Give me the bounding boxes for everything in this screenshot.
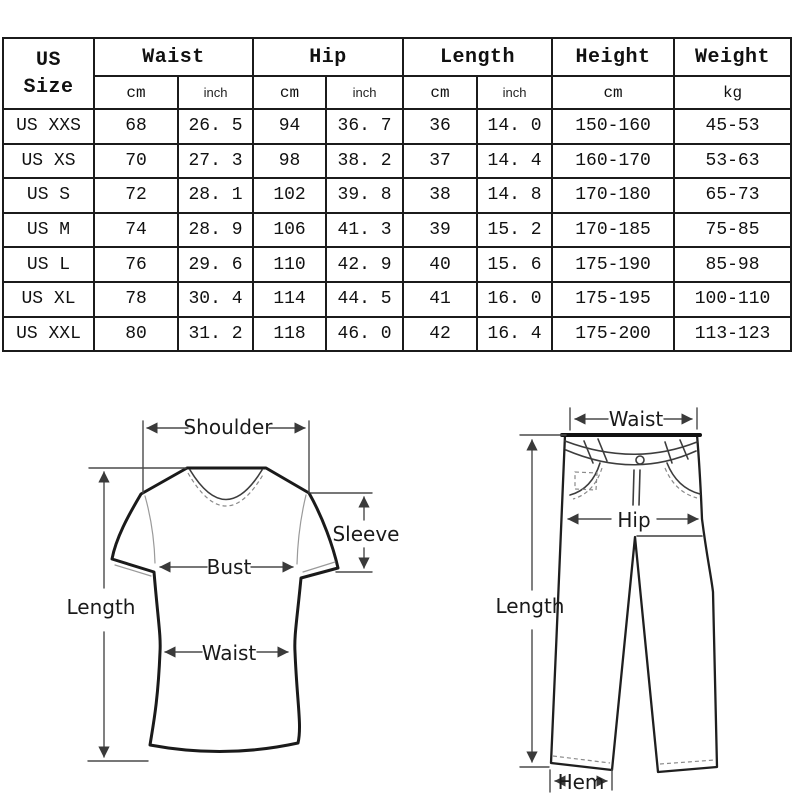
cell-weight: 85-98: [674, 247, 791, 282]
cell-length-inch: 14. 4: [477, 144, 552, 179]
cell-height: 175-190: [552, 247, 674, 282]
cell-hip-inch: 36. 7: [326, 109, 403, 144]
cell-waist-cm: 74: [94, 213, 178, 248]
tshirt-diagram: [67, 415, 400, 761]
cell-hip-inch: 44. 5: [326, 282, 403, 317]
pants-diagram: [496, 407, 717, 794]
header-us-size-line2: Size: [23, 75, 74, 99]
cell-waist-cm: 78: [94, 282, 178, 317]
tshirt-length-label: Length: [66, 595, 136, 619]
cell-hip-cm: 118: [253, 317, 326, 352]
cell-waist-inch: 28. 9: [178, 213, 253, 248]
cell-size: US M: [3, 213, 94, 248]
cell-hip-inch: 42. 9: [326, 247, 403, 282]
cell-height: 160-170: [552, 144, 674, 179]
cell-waist-inch: 28. 1: [178, 178, 253, 213]
tshirt-bust-label: Bust: [206, 555, 252, 579]
cell-weight: 45-53: [674, 109, 791, 144]
cell-length-cm: 40: [403, 247, 477, 282]
header-length: Length: [403, 38, 552, 76]
cell-waist-cm: 80: [94, 317, 178, 352]
header-hip: Hip: [253, 38, 403, 76]
cell-height: 170-185: [552, 213, 674, 248]
cell-weight: 113-123: [674, 317, 791, 352]
unit-waist-cm: cm: [94, 76, 178, 109]
cell-hip-inch: 38. 2: [326, 144, 403, 179]
cell-waist-inch: 31. 2: [178, 317, 253, 352]
cell-size: US L: [3, 247, 94, 282]
tshirt-shoulder-label: Shoulder: [183, 415, 273, 439]
cell-height: 175-195: [552, 282, 674, 317]
cell-waist-inch: 27. 3: [178, 144, 253, 179]
cell-length-cm: 37: [403, 144, 477, 179]
header-weight: Weight: [674, 38, 791, 76]
tshirt-waist-label: Waist: [201, 641, 257, 665]
pants-hip-label: Hip: [617, 508, 651, 532]
cell-hip-cm: 106: [253, 213, 326, 248]
cell-hip-inch: 41. 3: [326, 213, 403, 248]
cell-length-inch: 16. 4: [477, 317, 552, 352]
cell-weight: 75-85: [674, 213, 791, 248]
cell-hip-cm: 98: [253, 144, 326, 179]
unit-weight-kg: kg: [674, 76, 791, 109]
cell-length-inch: 14. 0: [477, 109, 552, 144]
cell-length-inch: 15. 2: [477, 213, 552, 248]
unit-waist-inch: inch: [178, 76, 253, 109]
cell-length-cm: 41: [403, 282, 477, 317]
cell-hip-cm: 110: [253, 247, 326, 282]
cell-length-inch: 16. 0: [477, 282, 552, 317]
header-height: Height: [552, 38, 674, 76]
header-waist: Waist: [94, 38, 253, 76]
cell-length-cm: 39: [403, 213, 477, 248]
cell-waist-inch: 29. 6: [178, 247, 253, 282]
cell-hip-inch: 39. 8: [326, 178, 403, 213]
unit-hip-inch: inch: [326, 76, 403, 109]
header-us-size-line1: US: [35, 48, 61, 72]
tshirt-outline: [112, 468, 338, 752]
unit-height-cm: cm: [552, 76, 674, 109]
unit-length-cm: cm: [403, 76, 477, 109]
tshirt-sleeve-label: Sleeve: [332, 522, 400, 546]
cell-waist-cm: 72: [94, 178, 178, 213]
unit-length-inch: inch: [477, 76, 552, 109]
cell-height: 150-160: [552, 109, 674, 144]
cell-waist-inch: 26. 5: [178, 109, 253, 144]
cell-length-cm: 36: [403, 109, 477, 144]
cell-waist-inch: 30. 4: [178, 282, 253, 317]
cell-size: US XXL: [3, 317, 94, 352]
pants-hem-label: Hem: [557, 770, 605, 794]
pants-waist-label: Waist: [608, 407, 664, 431]
cell-weight: 100-110: [674, 282, 791, 317]
cell-length-inch: 15. 6: [477, 247, 552, 282]
pants-length-label: Length: [495, 594, 565, 618]
cell-size: US XXS: [3, 109, 94, 144]
cell-hip-inch: 46. 0: [326, 317, 403, 352]
cell-weight: 53-63: [674, 144, 791, 179]
cell-waist-cm: 76: [94, 247, 178, 282]
cell-weight: 65-73: [674, 178, 791, 213]
cell-length-inch: 14. 8: [477, 178, 552, 213]
cell-length-cm: 42: [403, 317, 477, 352]
cell-length-cm: 38: [403, 178, 477, 213]
cell-hip-cm: 102: [253, 178, 326, 213]
cell-size: US S: [3, 178, 94, 213]
cell-size: US XS: [3, 144, 94, 179]
cell-hip-cm: 94: [253, 109, 326, 144]
cell-height: 175-200: [552, 317, 674, 352]
cell-waist-cm: 70: [94, 144, 178, 179]
cell-hip-cm: 114: [253, 282, 326, 317]
cell-size: US XL: [3, 282, 94, 317]
cell-height: 170-180: [552, 178, 674, 213]
unit-hip-cm: cm: [253, 76, 326, 109]
cell-waist-cm: 68: [94, 109, 178, 144]
